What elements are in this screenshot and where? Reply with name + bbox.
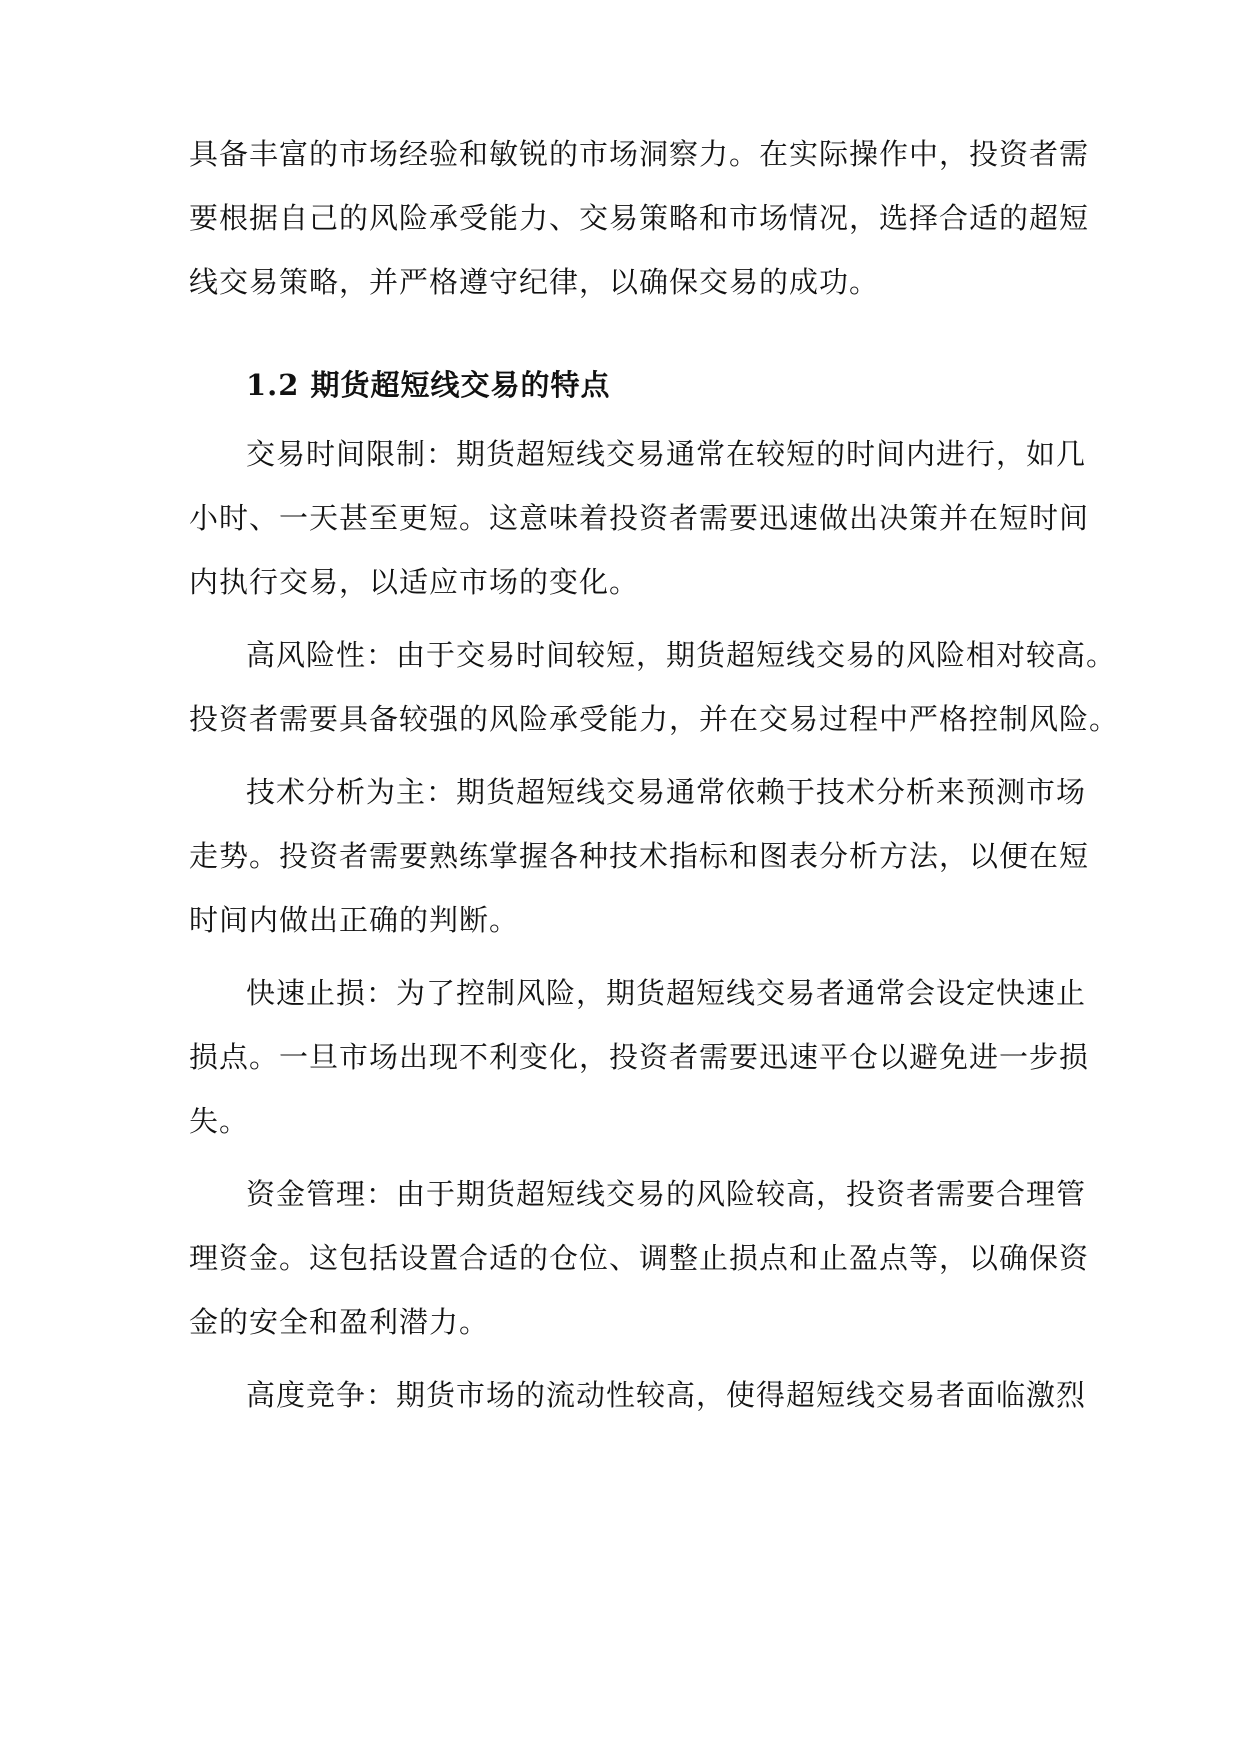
body-text-line: 时间内做出正确的判断。 xyxy=(189,903,520,937)
paragraph-first-line: 快速止损：为了控制风险，期货超短线交易者通常会设定快速止 xyxy=(246,976,1087,1010)
body-text-line: 走势。投资者需要熟练掌握各种技术指标和图表分析方法，以便在短 xyxy=(189,839,1090,873)
paragraph-first-line: 高风险性：由于交易时间较短，期货超短线交易的风险相对较高。 xyxy=(246,638,1117,672)
body-text-line: 理资金。这包括设置合适的仓位、调整止损点和止盈点等，以确保资 xyxy=(189,1241,1090,1275)
body-text-line: 损点。一旦市场出现不利变化，投资者需要迅速平仓以避免进一步损 xyxy=(189,1040,1090,1074)
body-text-line: 金的安全和盈利潜力。 xyxy=(189,1305,490,1339)
section-heading: 1.2 期货超短线交易的特点 xyxy=(246,368,611,402)
body-text-line: 要根据自己的风险承受能力、交易策略和市场情况，选择合适的超短 xyxy=(189,201,1090,235)
paragraph-first-line: 交易时间限制：期货超短线交易通常在较短的时间内进行，如几 xyxy=(246,437,1087,471)
body-text-line: 线交易策略，并严格遵守纪律，以确保交易的成功。 xyxy=(189,265,880,299)
paragraph-first-line: 资金管理：由于期货超短线交易的风险较高，投资者需要合理管 xyxy=(246,1177,1087,1211)
body-text-line: 小时、一天甚至更短。这意味着投资者需要迅速做出决策并在短时间 xyxy=(189,501,1090,535)
body-text-line: 具备丰富的市场经验和敏锐的市场洞察力。在实际操作中，投资者需 xyxy=(189,137,1090,171)
body-text-line: 失。 xyxy=(189,1104,250,1138)
paragraph-first-line: 技术分析为主：期货超短线交易通常依赖于技术分析来预测市场 xyxy=(246,775,1087,809)
paragraph-first-line: 高度竞争：期货市场的流动性较高，使得超短线交易者面临激烈 xyxy=(246,1378,1087,1412)
body-text-line: 投资者需要具备较强的风险承受能力，并在交易过程中严格控制风险。 xyxy=(189,702,1120,736)
body-text-line: 内执行交易，以适应市场的变化。 xyxy=(189,565,640,599)
